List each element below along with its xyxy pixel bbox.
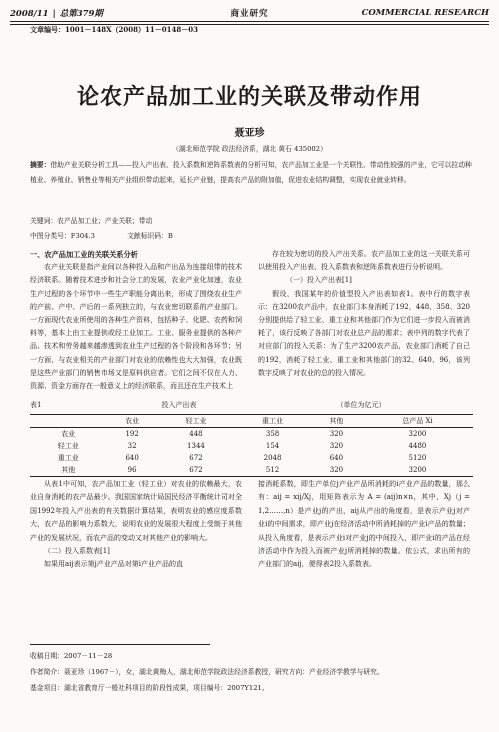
table-cell: 5120 [408,454,427,462]
table-row [30,440,473,452]
paragraph: 假设，我国某年的价值型投入产出表如表1。表中行的数字表示：在3200农产品中，农业部门本身消耗了192，448、358、320分别提供给了轻工业、重工业和其他部门作为它们进一步投入而被消耗了，该行反映了各部门对农业总产品的需求；表中列的数字代表了对应部门的投入关系：为了生产3200农产品，农业部门消耗了自己的192，消耗了轻工业、重工业和其他部门的32、640、96，该列数字反映了对农业的总的投入情况。 [258,289,470,377]
author-bio: 作者简介：聂亚珍（1967－），女，湖北黄梅人，湖北师范学院政法经济系教授，研究方向：产业经济学教学与研究。 [30,668,384,676]
table-cell: 640 [329,454,344,462]
table-title: 投入产出表 [161,401,197,409]
left-column-2 [30,478,242,572]
section-heading: 一、农产品加工业的关联关系分析 [30,250,138,259]
journal-name: COMMERCIAL RESEARCH [361,8,489,18]
classification-line [30,230,173,240]
issue-info: 2008/11 | 总第379期 [10,9,103,19]
left-column [30,248,242,393]
table-cell: 2048 [263,454,282,462]
table-header-cell: 重工业 [262,417,284,425]
paper-title: 论农产品加工业的关联及带动作用 [76,84,422,110]
abstract-text: 借助产业关联分析工具——投入产出表、投入系数和逆阵系数表的分析可知，农产品加工业是一个关联性、带动性较强的产业，它可以拉动种植业、养殖业、销售业等相关产业组织带动起来，延长产业链，提高农产品的附加值，促进农业结构调整，实现农业就业转移。 [30,161,472,184]
table-cell: 轻工业 [57,442,79,450]
header-rule-thin [10,24,489,25]
table-cell: 512 [265,466,280,474]
table-cell: 358 [265,430,280,438]
table-row [30,452,473,464]
paragraph: 从表1中可知，农产品加工业（轻工业）对农业的依赖最大，农业自身消耗的农产品最少。我国国家统计局国民经济平衡统计司对全国1992年投入产出表的有关数据计算结果，表明农业的感应度系数大，农产品的影响力系数大，说明农业的发展很大程度上受制于其他产业的发展状况，而农产品的变动又对其他产业的影响大。 [30,480,242,542]
table-cell: 4480 [408,442,427,450]
author-name: 聂亚珍 [234,128,265,139]
table-cell: 640 [125,454,139,462]
article-number: 文章编号：1001－148X（2008）11－0148－03 [30,25,198,34]
table-header-cell: 农业 [125,417,140,425]
footnote-rule [30,644,210,645]
affiliation: （湖北师范学院 政法经济系，湖北 黄石 435002） [172,145,327,153]
table-cell: 3200 [408,430,427,438]
table-cell: 320 [329,430,344,438]
received-date: 收稿日期：2007－11－28 [30,652,113,660]
table-header-cell: 轻工业 [185,417,207,425]
table-cell: 32 [127,442,137,450]
document-code: 文献标识码：B [127,232,173,240]
table-caption [30,400,473,410]
table-cell: 154 [265,442,280,450]
table-cell: 3200 [408,466,427,474]
table-cell: 448 [189,430,203,438]
table-cell: 农业 [61,430,76,438]
right-column-2 [258,478,470,572]
classification-code: 中图分类号：F304.3 [30,232,95,240]
table-header-cell: 其他 [329,417,344,425]
paragraph: 农产业关联是指产业间以各种投入品和产出品为连接纽带的技术经济联系。随着技术进步和社会分工的发展，农业产业化加速，农业生产过程的各个环节中一些生产职能分离出来，形成了围绕农业生产的产前、产中、产后的一系列独立的，与农业密切联系的产业部门。一方面现代农业所使用的各种生产资料，包括种子、化肥、农药和饲料等，基本上由工业提供或经工业加工。工业、服务业提供的各种产品、技术和劳务越来越渗透到农业生产过程的各个阶段和各环节；另一方面，与农业相关的产业部门对农业的依赖性也大大加强，农业既是这些产业部门的销售市场又是原料供应者。它们之间不仅在人力、资源、资金方面存在一般意义上的经济联系，而且还在生产技术上 [30,263,242,391]
table-row [30,464,473,477]
paragraph: 如果用aij表示第j产业产品对第i产业产品的直 [44,560,183,569]
table-cell: 672 [189,466,203,474]
abstract [30,158,473,188]
fund-info: 基金项目：湖北省教育厅一般社科项目的阶段性成果，项目编号：2007Y121。 [30,684,269,692]
table-cell: 1344 [187,442,205,450]
section-name: 商业研究 [230,9,269,19]
subsection-heading: （二）投入系数表[1] [44,547,110,556]
table-header-cell [30,415,107,428]
table-header-cell: 总产品 Xi [402,417,433,425]
table-row [30,428,473,441]
paragraph: 存在较为密切的投入产出关系。农产品加工业的这一关联关系可以使用投入产出表、投入系数表和逆阵系数表进行分析说明。 [258,250,470,272]
table-cell: 672 [189,454,203,462]
table-cell: 重工业 [57,454,79,462]
abstract-label: 摘要： [30,161,51,169]
table-cell: 320 [329,466,344,474]
subsection-heading: （一）投入产出表[1] [286,276,352,285]
io-table [30,414,473,477]
table-label: 表1 [30,401,42,409]
table-cell: 320 [329,442,344,450]
footnotes [30,648,473,696]
table-unit: （单位为亿元） [336,401,386,409]
table-cell: 192 [125,430,139,438]
keywords: 关键词：农产品加工业；产业关联；带动 [30,217,153,225]
right-column [258,248,470,380]
table-cell: 96 [127,466,137,474]
header-rule [10,21,489,22]
table-cell: 其他 [61,466,76,474]
running-header [10,6,489,20]
paragraph: 接消耗系数，即生产单位j产业产品所消耗的i产业产品的数量，那么有：aij = xij/Xj，用矩阵表示为 A = (aij)n×n，其中，Xj（j = 1,2……,n）是产业j的产出，aij从产出的角度看，是表示产业j对产业i的中间需求，即产业j在经济活动中所消耗掉的产业i产品的数量；从投入角度看，是表示产业i对产业j的中间投入，即产业i的产品在经济活动中作为投入而被产业j所消耗掉的数量。依公式，求出所有的产业部门的aij，便得表2投入系数表。 [258,480,470,569]
